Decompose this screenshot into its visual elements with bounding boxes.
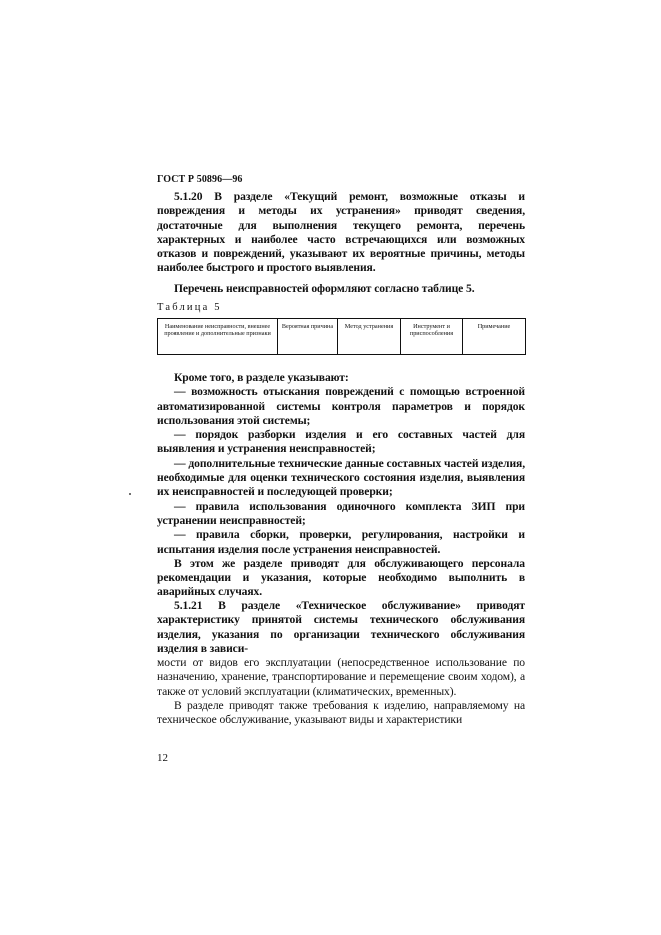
list-item: — порядок разборки изделия и его составных частей для выявления и устранения неисправностей; xyxy=(157,428,525,456)
table-reference-paragraph: Перечень неисправностей оформляют согласно таблице 5. xyxy=(174,282,475,295)
section-5-1-21-lead: 5.1.21 В разделе «Техническое обслуживание» приводят характеристику принятой системы технического обслуживания изделия, указания по организации технического обслуживания изделия в зависи- xyxy=(157,599,525,655)
table-5-caption: Таблица 5 xyxy=(157,302,222,313)
table-header-cell-method: Метод устранения xyxy=(338,319,401,355)
section-5-1-20 xyxy=(157,190,525,276)
section-5-1-21-paragraph-2: В разделе приводят также требования к изделию, направляемому на техническое обслуживание, указывают виды и характеристики xyxy=(157,699,525,727)
section-5-1-20-paragraph: 5.1.20 В разделе «Текущий ремонт, возможные отказы и повреждения и методы их устранения» приводят сведения, достаточные для выполнения текущего ремонта, перечень характерных и наиболее часто встречающихся или возможных отказов и повреждений, указывают их вероятные причины, методы наиболее быстрого и простого выявления. xyxy=(157,190,525,275)
list-intro: Кроме того, в разделе указывают: xyxy=(174,371,349,384)
scan-speck xyxy=(129,493,131,495)
table-header-cell-fault: Наименование неисправности, внешнее проявление и дополнительные признаки xyxy=(158,319,278,355)
table-5 xyxy=(157,318,526,355)
page-number: 12 xyxy=(157,752,168,764)
list-item: — дополнительные технические данные составных частей изделия, необходимые для оценки технического состояния изделия, выявления их неисправностей и последующей проверки; xyxy=(157,456,525,499)
list-item: — правила сборки, проверки, регулирования, настройки и испытания изделия после устранения неисправностей. xyxy=(157,528,525,556)
section-5-1-21-continuation: мости от видов его эксплуатации (непосредственное использование по назначению, хранение, транспортирование и перемещение своим ходом), а также от условий эксплуатации (климатических, временных). xyxy=(157,656,525,698)
list-item: — правила использования одиночного комплекта ЗИП при устранении неисправностей; xyxy=(157,499,525,527)
table-header-cell-tools: Инструмент и приспособления xyxy=(401,319,463,355)
table-reference xyxy=(157,282,525,296)
table-header-cell-cause: Вероятная причина xyxy=(278,319,338,355)
section-5-1-21 xyxy=(157,599,525,728)
list-item: — возможность отыскания повреждений с помощью встроенной автоматизированной системы контроля параметров и порядок использования этой системы; xyxy=(157,385,525,427)
list-closing: В этом же разделе приводят для обслуживающего персонала рекомендации и указания, которые необходимо выполнить в аварийных случаях. xyxy=(157,556,525,599)
table-header-cell-note: Примечание xyxy=(463,319,526,355)
requirements-list xyxy=(157,371,525,600)
table-5-header-row xyxy=(158,319,526,355)
standard-code-header: ГОСТ Р 50896—96 xyxy=(157,174,243,185)
